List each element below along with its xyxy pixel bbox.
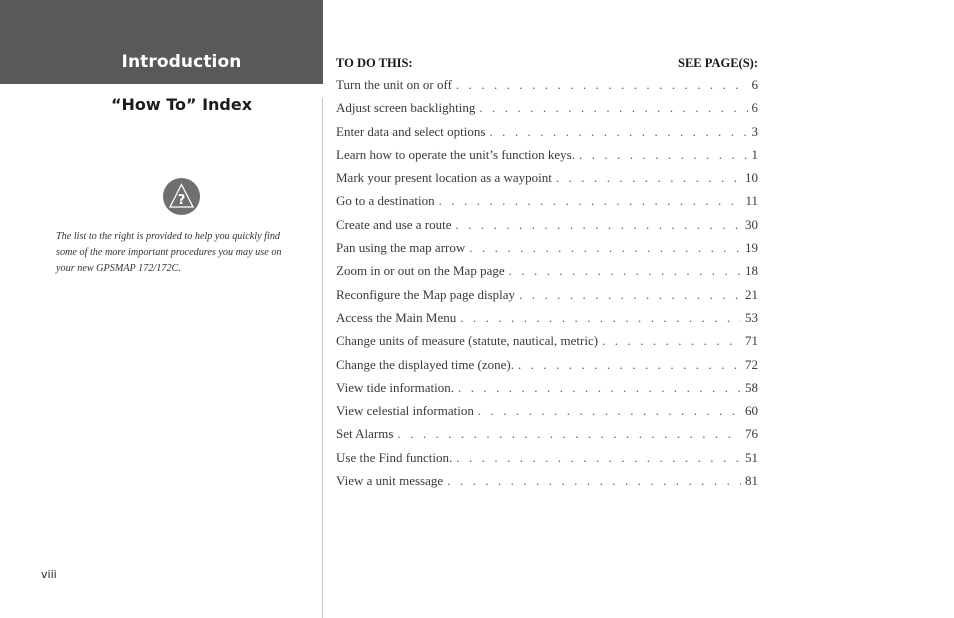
index-row-task: Enter data and select options [336, 123, 486, 139]
index-row [336, 380, 758, 403]
sidebar-note: The list to the right is provided to help you quickly find some of the more important procedures you may use on your new GPSMAP 172/172C. [56, 231, 282, 274]
index-row-task: Pan using the map arrow [336, 240, 466, 256]
dot-leader [456, 77, 748, 93]
question-mark-triangle-icon [163, 178, 200, 215]
index-row [336, 77, 758, 100]
index-row [336, 170, 758, 193]
index-row-page: 6 [751, 77, 758, 92]
header-task-label: TO DO THIS: [336, 56, 413, 70]
index-row-page: 53 [745, 309, 758, 325]
dot-leader [397, 426, 741, 442]
index-row-task: Go to a destination [336, 193, 435, 209]
dot-leader [447, 473, 741, 489]
index-row-task: Use the Find function. [336, 449, 453, 465]
index-row [336, 450, 758, 473]
index-row-task: Change units of measure (statute, nautical, metric) [336, 333, 599, 349]
index-row-page: 71 [745, 333, 758, 349]
index-row [336, 287, 758, 310]
dot-leader [469, 240, 741, 256]
dot-leader [439, 193, 742, 209]
dot-leader [509, 263, 741, 279]
dot-leader [479, 100, 747, 116]
index-row-page: 81 [745, 473, 758, 489]
dot-leader [602, 333, 741, 349]
index-row [336, 240, 758, 263]
index-row [336, 426, 758, 449]
index-row-page: 6 [751, 100, 758, 116]
index-row-task: Mark your present location as a waypoint [336, 170, 552, 186]
index-header-row [336, 55, 758, 75]
index-row-page: 1 [751, 146, 758, 162]
dot-leader [456, 217, 741, 233]
index-row-task: View tide information. [336, 379, 454, 395]
index-row [336, 333, 758, 356]
index-row-page: 18 [745, 263, 758, 279]
index-row [336, 217, 758, 240]
index-row [336, 403, 758, 426]
index-row [336, 357, 758, 380]
index-row-page: 60 [745, 403, 758, 419]
dot-leader [460, 310, 741, 326]
page-number: viii [41, 568, 57, 581]
index-row-task: Zoom in or out on the Map page [336, 263, 505, 279]
index-row-task: Reconfigure the Map page display [336, 286, 516, 302]
index-row [336, 124, 758, 147]
svg-text:?: ? [177, 193, 186, 208]
index-row-task: Learn how to operate the unit’s function keys. [336, 146, 575, 162]
index-row-page: 30 [745, 216, 758, 232]
index-row-task: Turn the unit on or off [336, 77, 452, 92]
index-row [336, 193, 758, 216]
index-row [336, 100, 758, 123]
index-row-page: 11 [745, 193, 758, 209]
dot-leader [456, 450, 741, 466]
page-subtitle: “How To” Index [110, 95, 253, 114]
index-row-page: 58 [745, 379, 758, 395]
index-row-page: 21 [745, 286, 758, 302]
dot-leader [519, 287, 741, 303]
index-row-task: View celestial information [336, 403, 474, 419]
section-title: Introduction [121, 52, 242, 72]
index-row [336, 147, 758, 170]
index-row-task: Change the displayed time (zone). [336, 356, 514, 372]
index-row-task: View a unit message [336, 473, 444, 489]
dot-leader [489, 124, 747, 140]
index-row-task: Create and use a route [336, 216, 452, 232]
index-row-page: 10 [745, 170, 758, 186]
dot-leader [458, 380, 741, 396]
index-row-page: 3 [751, 123, 758, 139]
header-pages-label: SEE PAGE(S): [678, 56, 758, 70]
index-rows [336, 77, 758, 496]
index-row-page: 72 [745, 356, 758, 372]
index-row [336, 473, 758, 496]
index-row-task: Adjust screen backlighting [336, 100, 476, 116]
how-to-index-table [336, 55, 758, 496]
index-row-page: 51 [745, 449, 758, 465]
index-row-task: Set Alarms [336, 426, 394, 442]
dot-leader [556, 170, 741, 186]
index-row [336, 263, 758, 286]
index-row [336, 310, 758, 333]
dot-leader [518, 357, 741, 373]
index-row-page: 19 [745, 240, 758, 256]
dot-leader [478, 403, 741, 419]
dot-leader [579, 147, 748, 163]
index-row-task: Access the Main Menu [336, 309, 457, 325]
index-row-page: 76 [745, 426, 758, 442]
column-divider [322, 98, 323, 618]
